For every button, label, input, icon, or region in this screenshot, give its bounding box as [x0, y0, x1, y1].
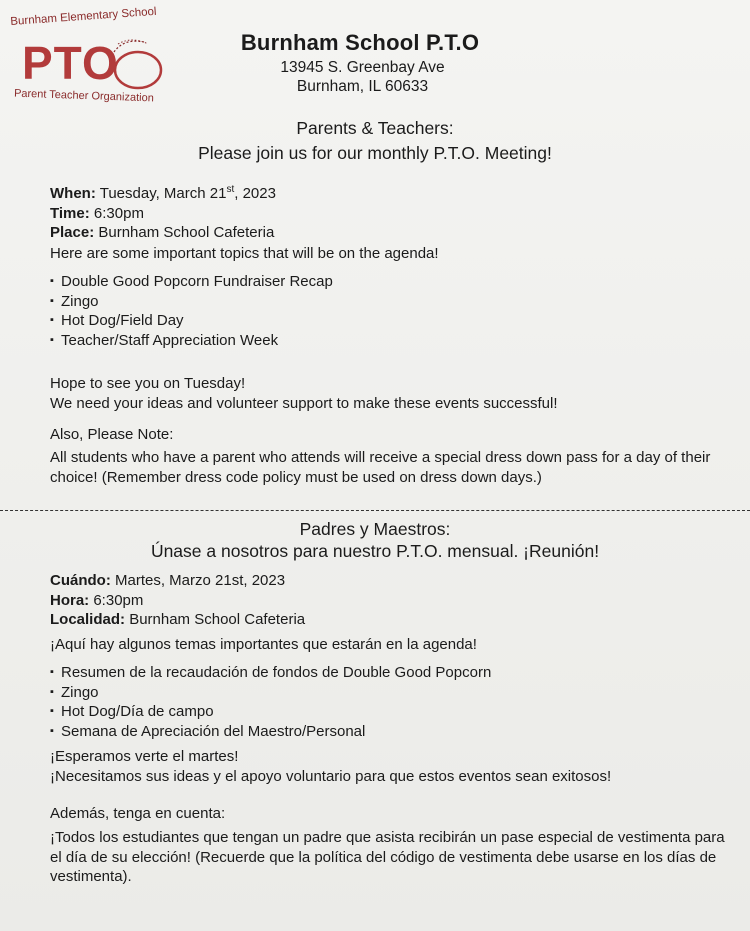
english-note: All students who have a parent who attends will receive a special dress down pass for a day of their choice! (Remember dress code policy must be used on dress down days.) — [50, 449, 711, 486]
when-year: , 2023 — [234, 185, 276, 202]
english-details — [50, 180, 276, 243]
list-item: ▪ Resumen de la recaudación de fondos de Double Good Popcorn — [50, 663, 491, 683]
english-invite: Please join us for our monthly P.T.O. Meeting! — [198, 143, 552, 163]
need-line: We need your ideas and volunteer support to make these events successful! — [50, 394, 558, 412]
list-item: ▪ Double Good Popcorn Fundraiser Recap — [50, 272, 333, 292]
list-item: ▪ Zingo — [50, 683, 491, 703]
spanish-invite: Únase a nosotros para nuestro P.T.O. mensual. ¡Reunión! — [150, 541, 600, 561]
time-value-es: 6:30pm — [93, 591, 144, 609]
pto-logo — [6, 5, 174, 106]
place-row-es — [50, 610, 305, 630]
spanish-agenda-intro: ¡Aquí hay algunos temas importantes que estarán en la agenda! — [50, 636, 477, 653]
english-also: Also, Please Note: — [50, 426, 174, 443]
spanish-also: Además, tenga en cuenta: — [50, 805, 226, 822]
when-label-es: Cuándo: — [50, 572, 111, 589]
place-label: Place: — [50, 224, 95, 241]
hope-line: Hope to see you on Tuesday! — [50, 375, 246, 392]
when-suffix: st — [226, 184, 235, 195]
spanish-greeting: Padres y Maestros: — [299, 519, 451, 539]
when-value-es: Martes, Marzo 21st, 2023 — [115, 572, 286, 589]
logo-pto-letters: PTO — [22, 37, 119, 89]
time-row-es — [50, 591, 305, 611]
place-label-es: Localidad: — [50, 611, 126, 628]
list-item: ▪ Hot Dog/Field Day — [50, 311, 333, 331]
hope-line-es: ¡Esperamos verte el martes! — [50, 748, 239, 765]
time-label: Time: — [50, 204, 90, 222]
place-value-es: Burnham School Cafeteria — [129, 611, 306, 628]
when-row — [50, 180, 276, 204]
spanish-agenda-list — [50, 663, 491, 741]
address — [200, 58, 525, 96]
spanish-details — [50, 571, 305, 630]
spanish-closing — [50, 747, 611, 786]
need-line-es: ¡Necesitamos sus ideas y el apoyo voluntario para que estos eventos sean exitosos! — [50, 767, 612, 785]
english-agenda-list — [50, 272, 333, 350]
english-closing — [50, 374, 558, 413]
english-greeting: Parents & Teachers: — [296, 118, 454, 138]
place-value: Burnham School Cafeteria — [98, 224, 275, 241]
dashed-divider — [0, 510, 750, 511]
time-label-es: Hora: — [50, 591, 90, 609]
when-value: Tuesday, March 21 — [99, 185, 227, 202]
when-label: When: — [50, 185, 96, 202]
time-row — [50, 204, 276, 224]
place-row — [50, 223, 276, 243]
logo-tagline: Parent Teacher Organization — [13, 87, 154, 105]
page-title: Burnham School P.T.O — [240, 30, 480, 55]
list-item: ▪ Hot Dog/Día de campo — [50, 702, 491, 722]
list-item: ▪ Teacher/Staff Appreciation Week — [50, 331, 333, 351]
english-agenda-intro: Here are some important topics that will be on the agenda! — [50, 245, 439, 262]
spanish-note: ¡Todos los estudiantes que tengan un padre que asista recibirán un pase especial de vestimenta para el día de su elección! (Recuerde que la política del código de vestimenta debe usarse en los días de vestimenta). — [50, 829, 725, 885]
when-row-es — [50, 571, 305, 591]
address-city: Burnham, IL 60633 — [296, 78, 429, 95]
list-item: ▪ Zingo — [50, 292, 333, 312]
address-street: 13945 S. Greenbay Ave — [280, 59, 445, 76]
list-item: ▪ Semana de Apreciación del Maestro/Personal — [50, 722, 491, 742]
time-value: 6:30pm — [93, 204, 144, 222]
logo-school-name: Burnham Elementary School — [10, 5, 157, 28]
